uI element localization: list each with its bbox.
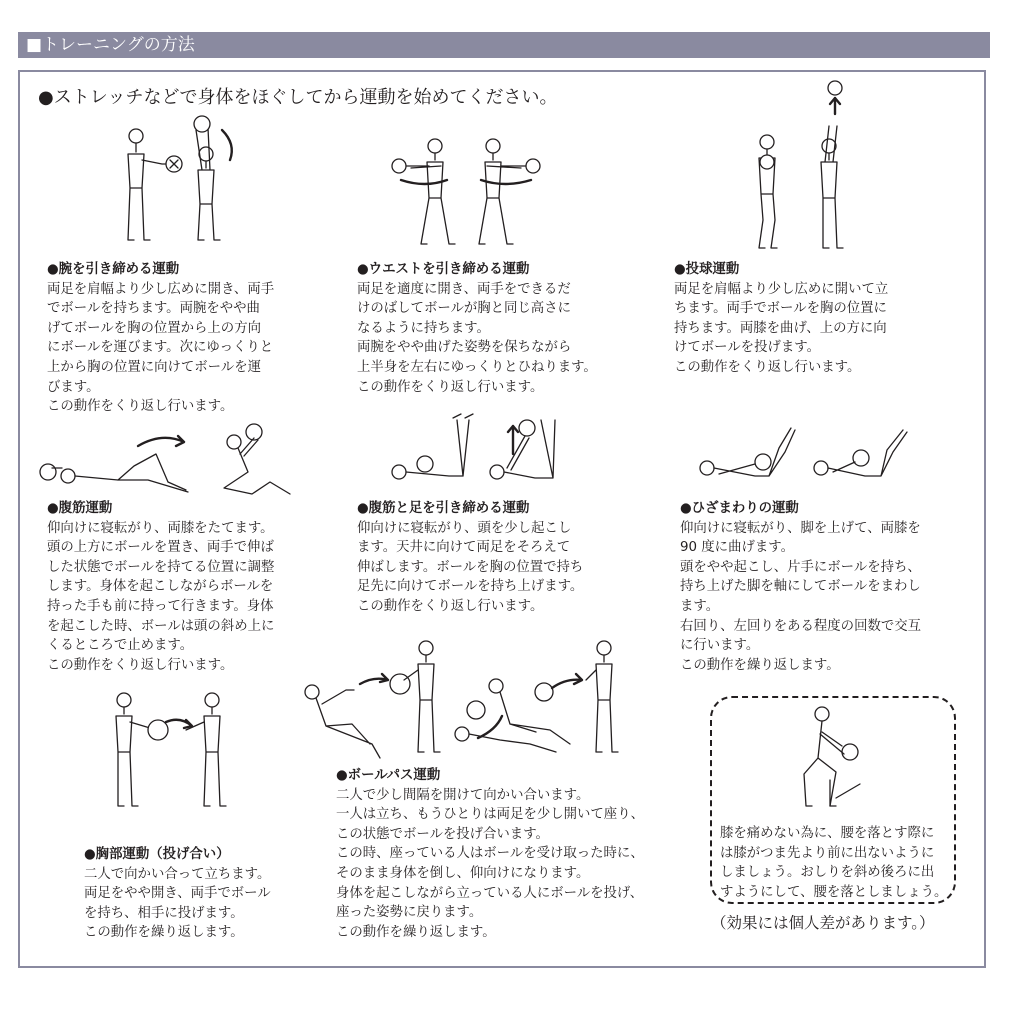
waist-exercise-illustration — [385, 132, 555, 257]
chest-exercise-illustration — [108, 688, 228, 816]
throwing-exercise-title: ●投球運動 — [674, 262, 740, 277]
ball-pass-exercise-illustration — [300, 634, 620, 762]
intro-text: ●ストレッチなどで身体をほぐしてから運動を始めてください。 — [38, 87, 558, 108]
chest-exercise-title: ●胸部運動（投げ合い） — [84, 847, 230, 862]
throwing-exercise-illustration — [745, 80, 865, 260]
abdominal-exercise-text: 仰向けに寝転がり、両膝をたてます。 頭の上方にボールを置き、両手で伸ば した状態でボールを持てる位置に調整 します。身体を起こしながらボールを 持った手も前に持って行きます。身体 を起こした時、ボールは頭の斜め上に くるところで止めます。 この動作をくり返し行います。 — [47, 520, 275, 673]
abdominal-exercise-illustration — [38, 424, 298, 508]
abs-legs-exercise-block — [357, 499, 627, 617]
ball-pass-exercise-title: ●ボールパス運動 — [336, 768, 441, 783]
chest-exercise-text: 二人で向かい合って立ちます。 両足をやや開き、両手でボール を持ち、相手に投げます。 この動作を繰り返します。 — [84, 866, 271, 941]
abs-legs-exercise-title: ●腹筋と足を引き締める運動 — [357, 501, 530, 516]
knee-exercise-block — [680, 499, 970, 675]
section-title: ■トレーニングの方法 — [26, 35, 195, 55]
section-header — [18, 32, 990, 58]
ball-pass-exercise-text: 二人で少し間隔を開けて向かい合います。 一人は立ち、もうひとりは両足を少し開いて座り、 この状態でボールを投げ合います。 この時、座っている人はボールを受け取った時に、 そのまま身体を倒し、仰向けになります。 身体を起こしながら立っている人にボールを投げ、 座った姿勢に戻ります。 この動作を繰り返します。 — [336, 787, 644, 940]
arm-exercise-block — [47, 260, 307, 417]
abs-legs-exercise-illustration — [385, 410, 565, 498]
abdominal-exercise-block — [47, 499, 317, 675]
arm-exercise-illustration — [118, 112, 248, 262]
knee-exercise-illustration — [695, 424, 915, 500]
ball-pass-exercise-block — [336, 766, 681, 942]
waist-exercise-text: 両足を適度に開き、両手をできるだ けのばしてボールが胸と同じ高さに なるように持ちます。 両腕をやや曲げた姿勢を保ちながら 上半身を左右にゆっくりとひねります。 この動作をくり返し行います。 — [357, 281, 597, 395]
knee-exercise-title: ●ひざまわりの運動 — [680, 501, 799, 516]
arm-exercise-text: 両足を肩幅より少し広めに開き、両手 でボールを持ちます。両腕をやや曲 げてボールを胸の位置から上の方向 にボールを運びます。次にゆっくりと 上から胸の位置に向けてボールを運 びます。 この動作をくり返し行います。 — [47, 281, 275, 415]
chest-exercise-block — [84, 845, 314, 943]
disclaimer: （効果には個人差があります。） — [711, 914, 935, 932]
throwing-exercise-text: 両足を肩幅より少し広めに開いて立 ちます。両手でボールを胸の位置に 持ちます。両膝を曲げ、上の方に向 けてボールを投げます。 この動作をくり返し行います。 — [674, 281, 889, 375]
abdominal-exercise-title: ●腹筋運動 — [47, 501, 113, 516]
arm-exercise-title: ●腕を引き締める運動 — [47, 262, 180, 277]
throwing-exercise-block — [674, 260, 944, 378]
knee-caution-text: 膝を痛めない為に、腰を落とす際に は膝がつま先より前に出ないように しましょう。おしりを斜め後ろに出 すようにして、腰を落としましょう。 — [720, 826, 948, 900]
waist-exercise-block — [357, 260, 627, 397]
waist-exercise-title: ●ウエストを引き締める運動 — [357, 262, 530, 277]
abs-legs-exercise-text: 仰向けに寝転がり、頭を少し起こし ます。天井に向けて両足をそろえて 伸ばします。ボールを胸の位置で持ち 足先に向けてボールを持ち上げます。 この動作をくり返し行います。 — [357, 520, 584, 614]
knee-exercise-text: 仰向けに寝転がり、脚を上げて、両膝を 90 度に曲げます。 頭をやや起こし、片手にボールを持ち、 持ち上げた脚を軸にしてボールをまわし ます。 右回り、左回りをある程度の回数で交互 に行います。 この動作を繰り返します。 — [680, 520, 922, 673]
